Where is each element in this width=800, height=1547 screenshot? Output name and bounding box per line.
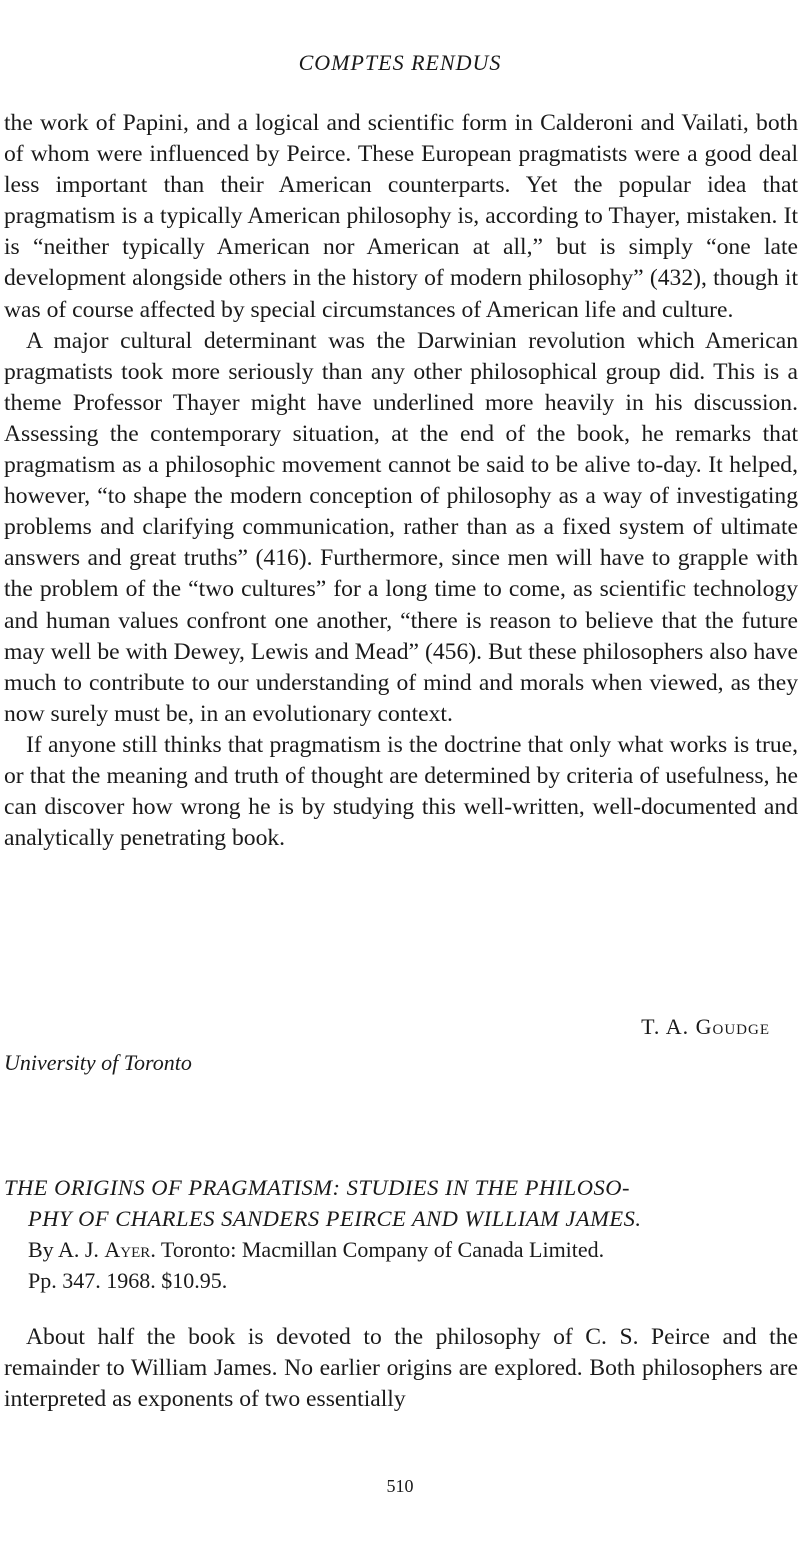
reviewer-affiliation: University of Toronto <box>4 1050 192 1075</box>
publication-line-2: Pp. 347. 1968. $10.95. <box>28 1268 228 1293</box>
publication-by: By A. J. <box>28 1237 99 1262</box>
review-title-line-1: THE ORIGINS OF PRAGMATISM: STUDIES IN THE PHILOSO- <box>4 1175 630 1200</box>
next-review-paragraph: About half the book is devoted to the philosophy of C. S. Peirce and the remainder to William James. No earlier origins are explored. Both philosophers are interpreted as exponents of two essentially <box>4 1324 798 1413</box>
book-author: Ayer <box>104 1237 151 1262</box>
running-head: COMPTES RENDUS <box>298 50 502 75</box>
publication-publisher: . Toronto: Macmillan Company of Canada Limited. <box>150 1237 605 1262</box>
page-number: 510 <box>386 1476 414 1496</box>
reviewer-surname: Goudge <box>695 1014 770 1039</box>
paragraph-1: the work of Papini, and a logical and scientific form in Calderoni and Vailati, both of whom were influenced by Peirce. These European pragmatists were a good deal less important than their American counterparts. Yet the popular idea that pragmatism is a typically American philosophy is, according to Thayer, mistaken. It is “neither typically American nor American at all,” but is simply “one late development alongside others in the history of modern philosophy” (432), though it was of course affected by special circumstances of American life and culture. <box>4 110 798 323</box>
reviewer-initials: T. A. <box>641 1014 690 1039</box>
next-review-body <box>4 1322 798 1415</box>
reviewer-signature <box>641 1014 770 1040</box>
paragraph-2: A major cultural determinant was the Darwinian revolution which American pragmatists took more seriously than any other philosophical group did. This is a theme Professor Thayer might have underlined more heavily in his discussion. Assessing the contemporary situation, at the end of the book, he remarks that pragmatism as a philosophic movement cannot be said to be alive to-day. It helped, however, “to shape the modern conception of philosophy as a way of investigating problems and clarifying communication, rather than as a fixed system of ultimate answers and great truths” (416). Furthermore, since men will have to grapple with the problem of the “two cultures” for a long time to come, as scientific technology and human values confront one another, “there is reason to believe that the future may well be with Dewey, Lewis and Mead” (456). But these philosophers also have much to contribute to our understanding of mind and morals when viewed, as they now surely must be, in an evolutionary context. <box>4 327 798 727</box>
publication-info <box>28 1234 798 1296</box>
publication-line-1 <box>28 1234 798 1265</box>
next-review-title <box>4 1172 798 1234</box>
paragraph-3: If anyone still thinks that pragmatism is the doctrine that only what works is true, or that the meaning and truth of thought are determined by criteria of usefulness, he can discover how wrong he is by studying this well-written, well-documented and analytically penetrating book. <box>4 731 798 852</box>
review-title-line-2: PHY OF CHARLES SANDERS PEIRCE AND WILLIAM JAMES. <box>28 1206 642 1231</box>
review-body-continued <box>4 108 798 854</box>
